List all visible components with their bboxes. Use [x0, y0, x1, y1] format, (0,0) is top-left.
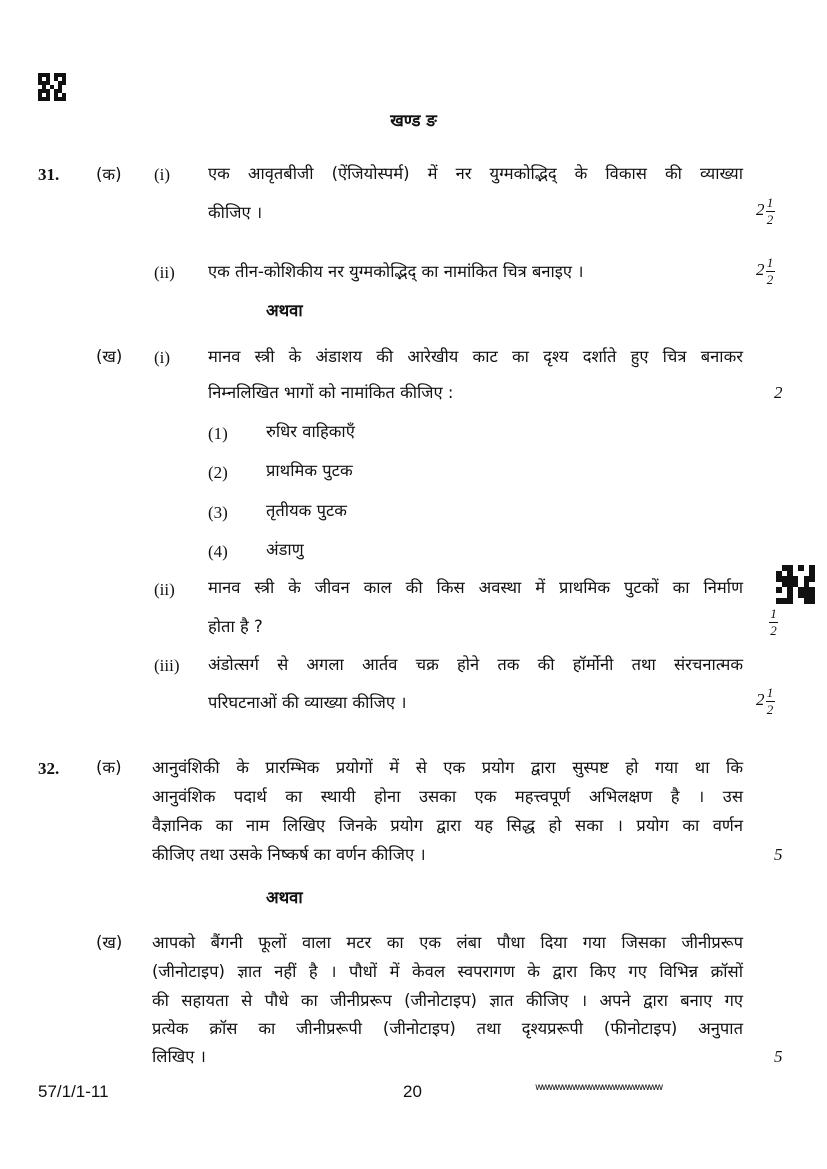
q31-a-label: (क) — [96, 165, 122, 184]
fraction-denominator: 2 — [770, 623, 777, 638]
wavy-line: wwwwwwwwwwwwwwwwwww — [535, 1082, 662, 1093]
marks-fraction — [766, 686, 775, 716]
q32-b-marks: 5 — [774, 1047, 783, 1066]
part-number: (3) — [208, 503, 228, 522]
fraction-numerator: 1 — [766, 685, 774, 700]
q32-b-line: (जीनोटाइप) ज्ञात नहीं है । पौधों में केवल स्वपरागण के द्वारा किए गए विभिन्न क्रॉसों — [152, 962, 743, 981]
q31-b-ii-marks — [768, 607, 778, 637]
part-text: अंडाणु — [266, 540, 304, 559]
q31-or-label: अथवा — [266, 301, 303, 320]
q31-a-ii-label: (ii) — [154, 263, 175, 282]
qr-code-top-left — [38, 73, 66, 101]
part-text: तृतीयक पुटक — [266, 501, 347, 520]
qr-code-right — [776, 565, 815, 604]
q31-a-i-line2: कीजिए । — [208, 203, 263, 222]
q31-b-iii-line1: अंडोत्सर्ग से अगला आर्तव चक्र होने तक की हॉर्मोनी तथा संरचनात्मक — [208, 655, 743, 674]
marks-fraction — [766, 196, 775, 226]
marks-whole: 2 — [756, 689, 765, 709]
marks-whole: 2 — [756, 259, 765, 279]
marks-whole: 2 — [756, 199, 765, 219]
page-number: 20 — [403, 1082, 422, 1101]
q32-b-line: लिखिए । — [152, 1047, 206, 1066]
q32-b-line: आपको बैंगनी फूलों वाला मटर का एक लंबा पौधा दिया गया जिसका जीनीप्ररूप — [152, 933, 743, 952]
marks-fraction — [769, 607, 778, 637]
fraction-denominator: 2 — [766, 212, 774, 227]
q31-b-iii-line2: परिघटनाओं की व्याख्या कीजिए । — [208, 693, 407, 712]
part-text: प्राथमिक पुटक — [266, 461, 353, 480]
q31-a-i-marks — [756, 196, 775, 226]
q32-a-label: (क) — [96, 758, 122, 777]
q31-b-label: (ख) — [96, 347, 123, 366]
q31-a-ii-marks — [756, 256, 775, 286]
q31-b-i-line1: मानव स्त्री के अंडाशय की आरेखीय काट का दृश्य दर्शाते हुए चित्र बनाकर — [208, 347, 743, 366]
q32-a-line: कीजिए तथा उसके निष्कर्ष का वर्णन कीजिए । — [152, 845, 426, 864]
fraction-denominator: 2 — [766, 702, 774, 717]
q31-b-ii-line1: मानव स्त्री के जीवन काल की किस अवस्था में प्राथमिक पुटकों का निर्माण — [208, 578, 743, 597]
q31-a-i-line1: एक आवृतबीजी (ऐंजियोस्पर्म) में नर युग्मकोद्भिद् के विकास की व्याख्या — [208, 164, 743, 183]
q32-a-line: वैज्ञानिक का नाम लिखिए जिनके प्रयोग द्वारा यह सिद्ध हो सका । प्रयोग का वर्णन — [152, 816, 743, 835]
q31-a-ii-line1: एक तीन-कोशिकीय नर युग्मकोद्भिद् का नामांकित चित्र बनाइए । — [208, 262, 584, 281]
part-number: (4) — [208, 542, 228, 561]
part-number: (1) — [208, 424, 228, 443]
fraction-numerator: 1 — [766, 195, 774, 210]
question-number-32: 32. — [38, 759, 60, 778]
part-text: रुधिर वाहिकाएँ — [266, 422, 355, 441]
q32-a-line: आनुवंशिकी के प्रारम्भिक प्रयोगों में से एक प्रयोग द्वारा सुस्पष्ट हो गया था कि — [152, 758, 743, 777]
q31-b-ii-label: (ii) — [154, 580, 175, 599]
fraction-numerator: 1 — [770, 606, 777, 621]
q31-b-ii-line2: होता है ? — [208, 617, 263, 636]
q31-b-i-marks: 2 — [774, 383, 783, 402]
q31-b-i-label: (i) — [154, 348, 171, 367]
q32-a-line: आनुवंशिक पदार्थ का स्थायी होना उसका एक महत्त्वपूर्ण अभिलक्षण है । उस — [152, 787, 743, 806]
fraction-denominator: 2 — [766, 272, 774, 287]
question-number-31: 31. — [38, 165, 60, 184]
section-title: खण्ड ङ — [390, 111, 437, 130]
q32-or-label: अथवा — [266, 888, 303, 907]
q32-b-line: की सहायता से पौधे का जीनीप्ररूप (जीनोटाइप) ज्ञात कीजिए । अपने द्वारा बनाए गए — [152, 991, 743, 1010]
marks-fraction — [766, 256, 775, 286]
q32-b-line: प्रत्येक क्रॉस का जीनीप्ररूपी (जीनोटाइप) तथा दृश्यप्ररूपी (फीनोटाइप) अनुपात — [152, 1019, 743, 1038]
q31-b-iii-marks — [756, 686, 775, 716]
fraction-numerator: 1 — [766, 255, 774, 270]
q31-b-iii-label: (iii) — [154, 656, 180, 675]
part-number: (2) — [208, 463, 228, 482]
q31-b-i-line2: निम्नलिखित भागों को नामांकित कीजिए : — [208, 383, 454, 402]
paper-code: 57/1/1-11 — [38, 1082, 109, 1101]
q31-a-i-label: (i) — [154, 165, 171, 184]
q32-a-marks: 5 — [774, 845, 783, 864]
q32-b-label: (ख) — [96, 933, 123, 952]
